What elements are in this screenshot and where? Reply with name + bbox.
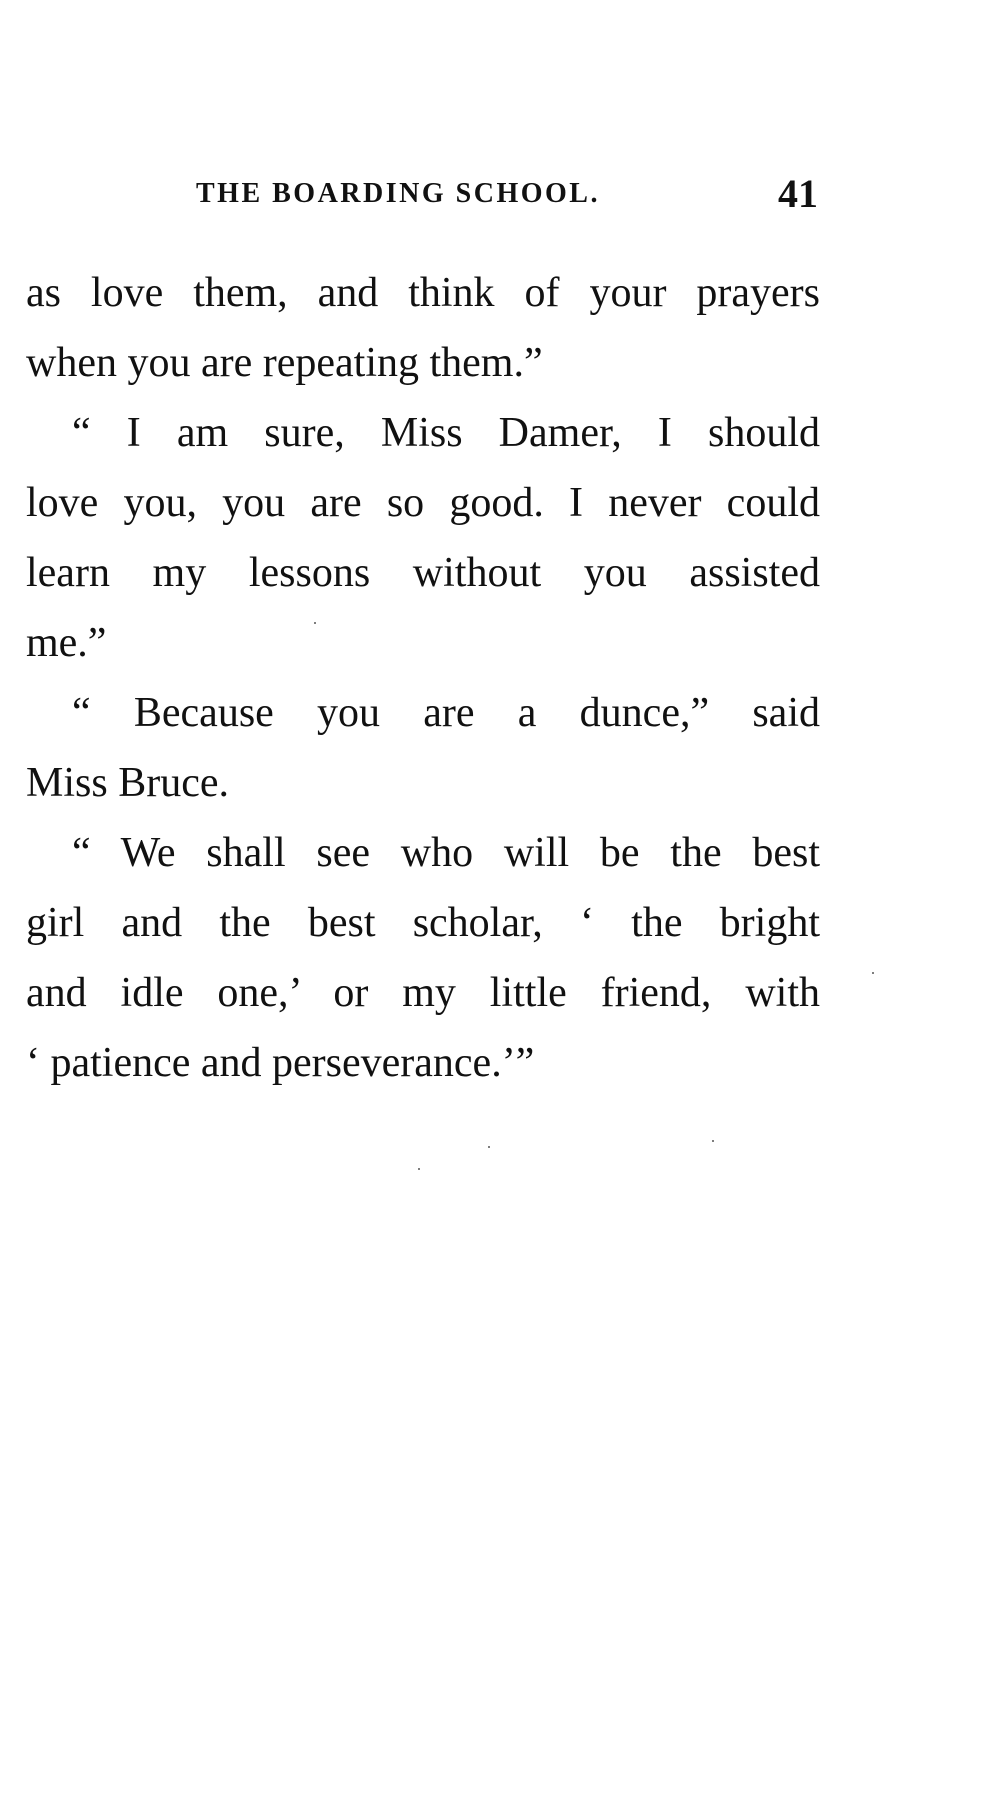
body-text <box>26 258 820 1098</box>
text-line: learn my lessons without you assisted <box>26 550 820 596</box>
text-line: love you, you are so good. I never could <box>26 480 820 526</box>
paper-speck <box>712 1140 714 1142</box>
paper-speck <box>872 972 874 974</box>
running-head <box>196 171 818 218</box>
text-line: “ Because you are a dunce,” said <box>72 690 820 736</box>
text-line: me.” <box>26 620 107 666</box>
text-line: ‘ patience and perseverance.’” <box>26 1040 535 1086</box>
paper-speck <box>488 1146 490 1148</box>
text-line: and idle one,’ or my little friend, with <box>26 970 820 1016</box>
paper-speck <box>314 622 316 624</box>
text-line: “ We shall see who will be the best <box>72 830 820 876</box>
text-line: “ I am sure, Miss Damer, I should <box>72 410 820 456</box>
text-line: when you are repeating them.” <box>26 340 543 386</box>
page-number: 41 <box>778 171 818 216</box>
paper-speck <box>418 1168 420 1170</box>
text-line: Miss Bruce. <box>26 760 229 806</box>
running-head-title: THE BOARDING SCHOOL. <box>196 178 600 209</box>
text-line: as love them, and think of your prayers <box>26 270 820 316</box>
text-line: girl and the best scholar, ‘ the bright <box>26 900 820 946</box>
